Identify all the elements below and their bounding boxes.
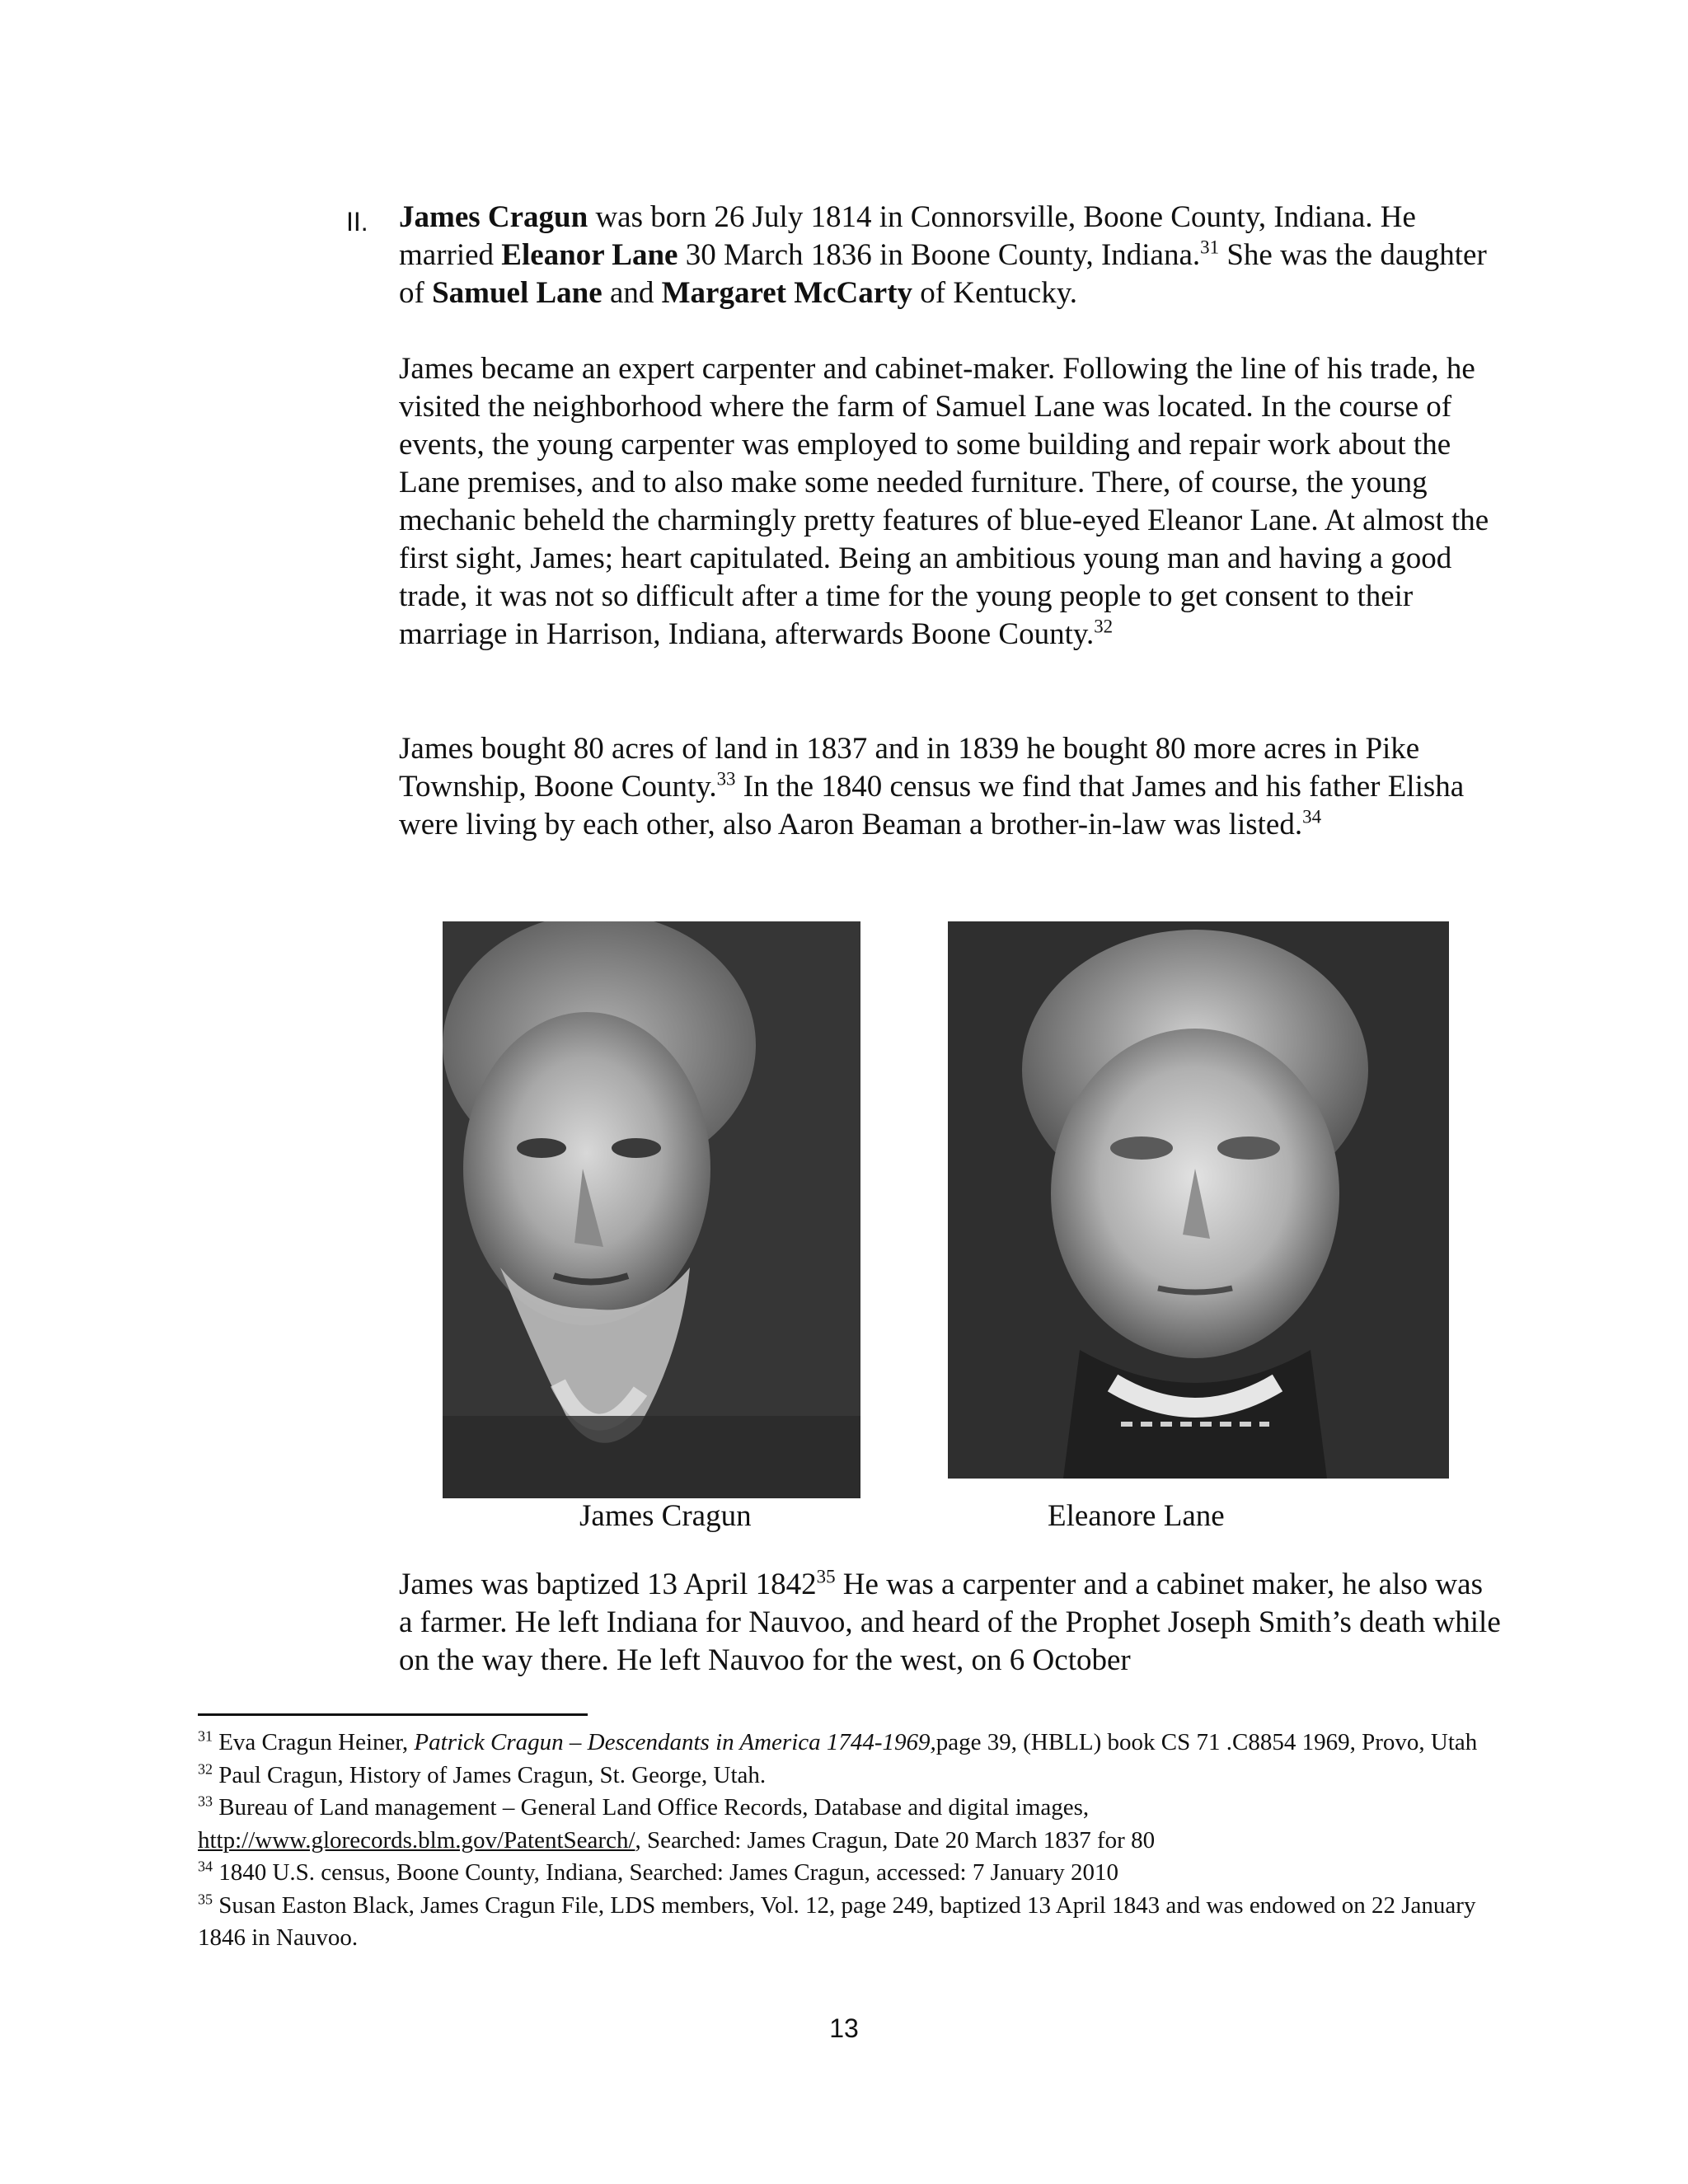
section-marker: II. xyxy=(346,207,368,237)
paragraph-carpenter xyxy=(399,350,1503,654)
portrait-photo-eleanor-lane xyxy=(948,921,1449,1479)
text-run: Eva Cragun Heiner, xyxy=(212,1729,415,1755)
text-run: James became an expert carpenter and cabinet-maker. Following the line of his trade, he visited the neighborhood where the farm of Samuel Lane was located. In the course of events, the young carpenter was employed to some building and repair work about the Lane premises, and to also make some needed furniture. There, of course, the young mechanic beheld the charmingly pretty features of blue-eyed Eleanor Lane. At almost the first sight, James; heart capitulated. Being an ambitious young man and having a good trade, it was not so difficult after a time for the young people to get consent to their marriage in Harrison, Indiana, afterwards Boone County. xyxy=(399,352,1489,651)
paragraph-text xyxy=(399,730,1503,844)
footnote-ref: 32 xyxy=(1094,616,1114,637)
portrait-photo-james-cragun xyxy=(443,921,860,1498)
text-run: and xyxy=(602,276,662,310)
footnotes xyxy=(198,1727,1484,1955)
footnote-31 xyxy=(198,1727,1484,1760)
paragraph-text xyxy=(399,1566,1503,1680)
text-run: Paul Cragun, History of James Cragun, St. George, Utah. xyxy=(212,1761,767,1788)
footnote-separator xyxy=(198,1713,588,1716)
paragraph-text xyxy=(399,350,1503,654)
text-run: She was the daughter of xyxy=(399,238,1487,310)
text-run: In the 1840 census we find that James and his father Elisha were living by each other, also Aaron Beaman a brother-in-law was listed. xyxy=(399,770,1465,841)
footnote-ref: 31 xyxy=(1200,237,1220,258)
reference-url[interactable]: http://www.glorecords.blm.gov/PatentSearch/ xyxy=(198,1826,635,1854)
footnote-35 xyxy=(198,1890,1484,1955)
paragraph-text xyxy=(399,199,1503,312)
page-number: 13 xyxy=(829,2013,859,2043)
footnote-32 xyxy=(198,1760,1484,1793)
footnote-33 xyxy=(198,1792,1484,1857)
footnote-ref: 33 xyxy=(198,1793,213,1810)
footnote-34 xyxy=(198,1857,1484,1890)
footnote-ref: 32 xyxy=(198,1760,213,1777)
text-run: of Kentucky. xyxy=(912,276,1078,310)
text-run: James bought 80 acres of land in 1837 and in 1839 he bought 80 more acres in Pike Township, Boone County. xyxy=(399,732,1420,804)
bold-name: James Cragun xyxy=(399,200,588,234)
paragraph-baptism xyxy=(399,1566,1503,1680)
text-run: James was baptized 13 April 1842 xyxy=(399,1568,817,1601)
text-run: 30 March 1836 in Boone County, Indiana. xyxy=(678,238,1201,272)
text-run: , Searched: James Cragun, Date 20 March 1837 for 80 xyxy=(635,1826,1156,1854)
footnote-ref: 31 xyxy=(198,1727,213,1745)
footnote-ref: 34 xyxy=(1302,806,1322,827)
portrait-man-image xyxy=(443,921,860,1498)
text-run: He was a carpenter and a cabinet maker, he also was a farmer. He left Indiana for Nauvoo, and heard of the Prophet Joseph Smith’s death while on the way there. He left Nauvoo for the west, on 6 October xyxy=(399,1568,1501,1677)
bold-name: Eleanor Lane xyxy=(501,238,678,272)
text-run: 1840 U.S. census, Boone County, Indiana, Searched: James Cragun, accessed: 7 January 2010 xyxy=(212,1859,1119,1886)
caption-eleanore-lane: Eleanore Lane xyxy=(1048,1499,1225,1533)
footnote-ref: 33 xyxy=(716,768,736,790)
paragraph-land xyxy=(399,730,1503,844)
text-run: Bureau of Land management – General Land Office Records, Database and digital images, xyxy=(212,1794,1090,1821)
footnote-ref: 35 xyxy=(816,1566,836,1587)
text-run: Susan Easton Black, James Cragun File, LDS members, Vol. 12, page 249, baptized 13 April 1843 and was endowed on 22 January 1846 in Nauvoo. xyxy=(198,1891,1476,1951)
portrait-woman-image xyxy=(948,921,1449,1479)
book-title: Patrick Cragun – Descendants in America 1744-1969, xyxy=(414,1729,936,1755)
bold-name: Samuel Lane xyxy=(432,276,603,310)
caption-james-cragun: James Cragun xyxy=(579,1499,752,1533)
footnote-ref: 35 xyxy=(198,1890,213,1907)
paragraph-birth-marriage xyxy=(399,199,1503,312)
footnote-ref: 34 xyxy=(198,1858,213,1875)
text-run: was born 26 July 1814 in Connorsville, Boone County, Indiana. He married xyxy=(399,200,1416,272)
bold-name: Margaret McCarty xyxy=(661,276,913,310)
text-run: page 39, (HBLL) book CS 71 .C8854 1969, Provo, Utah xyxy=(935,1729,1478,1755)
